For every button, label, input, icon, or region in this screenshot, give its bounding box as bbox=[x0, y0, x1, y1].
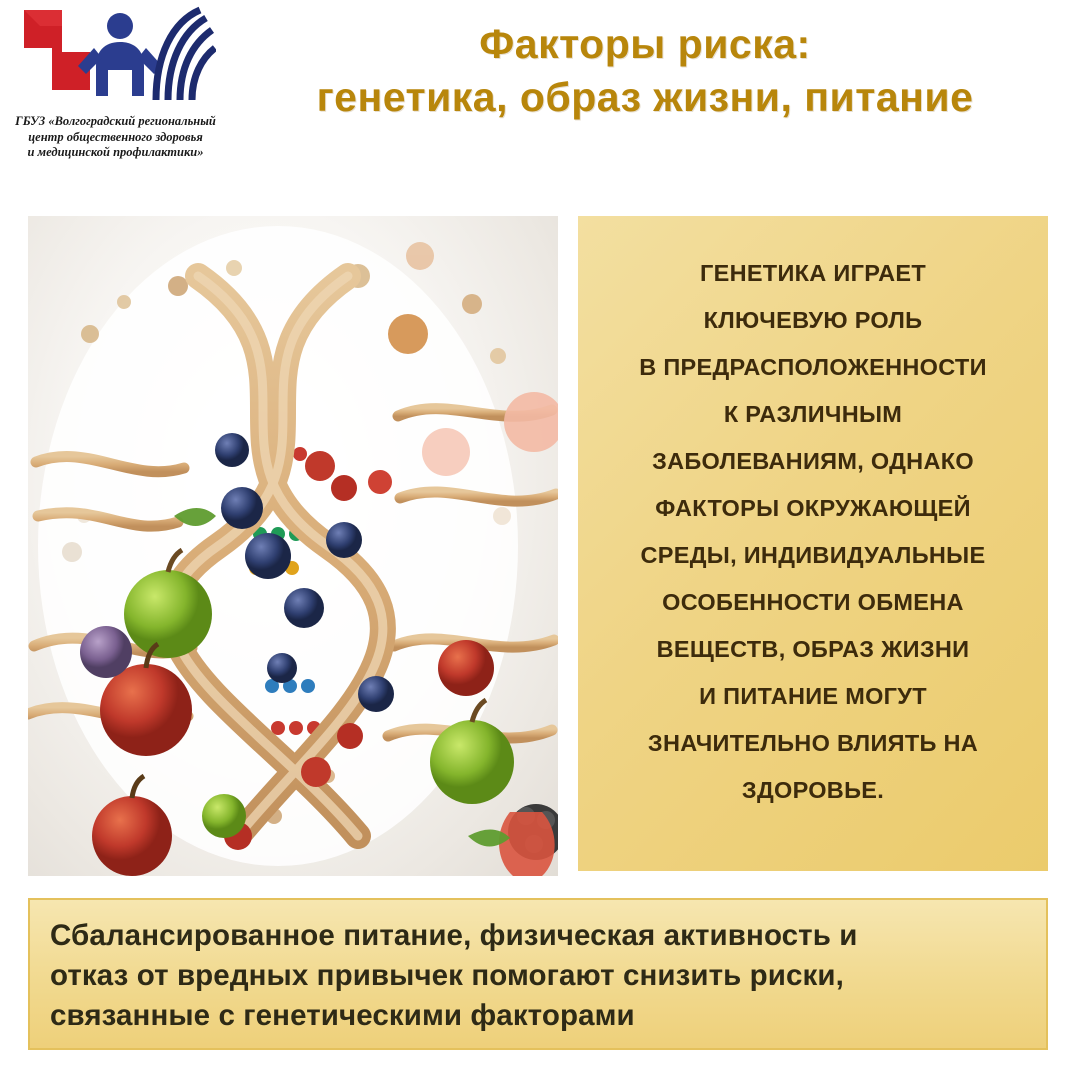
info-line: ГЕНЕТИКА ИГРАЕТ bbox=[699, 260, 927, 286]
organization-logo bbox=[8, 4, 223, 176]
info-line: ОСОБЕННОСТИ ОБМЕНА bbox=[662, 589, 964, 615]
footer-line: связанные с генетическими факторами bbox=[50, 999, 635, 1032]
organization-name-line3: и медицинской профилактики» bbox=[27, 145, 204, 159]
page-title-line2: генетика, образ жизни, питание bbox=[316, 74, 974, 120]
dna-helix-with-fruits-illustration bbox=[28, 216, 558, 876]
info-line: ЗНАЧИТЕЛЬНО ВЛИЯТЬ НА bbox=[647, 730, 979, 756]
page-title bbox=[225, 18, 1065, 124]
poster-main bbox=[0, 186, 1076, 898]
footer-text bbox=[50, 916, 1028, 1036]
info-line: ВЕЩЕСТВ, ОБРАЗ ЖИЗНИ bbox=[656, 636, 970, 662]
genetics-info-text bbox=[600, 250, 1026, 814]
organization-name bbox=[8, 114, 223, 161]
poster-header bbox=[0, 0, 1076, 186]
info-line: СРЕДЫ, ИНДИВИДУАЛЬНЫЕ bbox=[640, 542, 986, 568]
info-line: К РАЗЛИЧНЫМ bbox=[723, 401, 903, 427]
info-line: ЗДОРОВЬЕ. bbox=[741, 777, 885, 803]
health-center-logo-icon bbox=[16, 4, 216, 116]
page-title-line1: Факторы риска: bbox=[479, 21, 811, 67]
footer-line: Сбалансированное питание, физическая активность и bbox=[50, 919, 858, 952]
info-line: ФАКТОРЫ ОКРУЖАЮЩЕЙ bbox=[655, 495, 971, 521]
info-line: КЛЮЧЕВУЮ РОЛЬ bbox=[703, 307, 923, 333]
organization-name-line2: центр общественного здоровья bbox=[28, 129, 203, 144]
organization-name-line1: ГБУЗ «Волгоградский региональный bbox=[15, 114, 216, 128]
info-line: И ПИТАНИЕ МОГУТ bbox=[699, 683, 927, 709]
genetics-info-box bbox=[578, 216, 1048, 871]
footer-banner bbox=[28, 898, 1048, 1050]
info-line: ЗАБОЛЕВАНИЯМ, ОДНАКО bbox=[652, 448, 974, 474]
footer-line: отказ от вредных привычек помогают снизить риски, bbox=[50, 959, 844, 992]
info-line: В ПРЕДРАСПОЛОЖЕННОСТИ bbox=[639, 354, 987, 380]
